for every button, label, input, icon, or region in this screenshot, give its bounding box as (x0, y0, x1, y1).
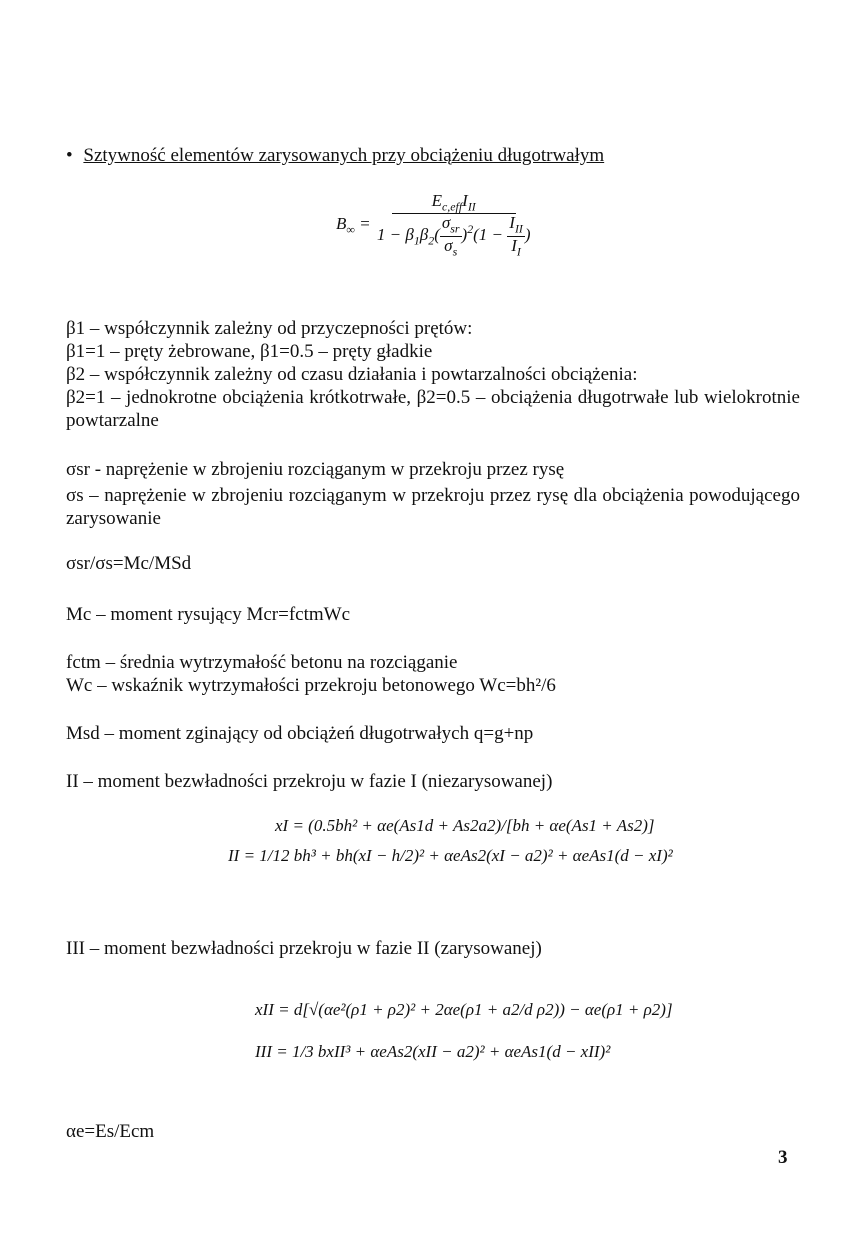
fctm-description: fctm – średnia wytrzymałość betonu na rozciąganie (66, 652, 458, 673)
wc-description: Wc – wskaźnik wytrzymałości przekroju betonowego Wc=bh²/6 (66, 675, 556, 696)
equation-x2: xII = d[√(αe²(ρ1 + ρ2)² + 2αe(ρ1 + a2/d ρ2)) − αe(ρ1 + ρ2)] (255, 1000, 673, 1019)
beta1-description: β1 – współczynnik zależny od przyczepności prętów: (66, 318, 473, 339)
stress-ratio: σsr/σs=Mc/MSd (66, 553, 192, 574)
ii-description: II – moment bezwładności przekroju w fazie I (niezarysowanej) (66, 771, 553, 792)
formula-b-infinity: $B_\infty$ = $E_{c,eff}I_{II}$ $1 - \beta_1\beta_2$( $\frac{\sigma_{sr}}{\sigma_s}$ )$^2$(1 − $\frac{I_{II}}{I_I}$ ) (336, 191, 531, 259)
sigma-s-description: σs – naprężenie w zbrojeniu rozciąganym w przekroju przez rysę dla obciążenia powodującego zarysowanie (66, 485, 800, 529)
bullet: • (66, 145, 73, 166)
beta1-values: β1=1 – pręty żebrowane, β1=0.5 – pręty gładkie (66, 341, 433, 362)
alpha-e-definition: αe=Es/Ecm (66, 1121, 155, 1142)
section-heading (66, 144, 604, 167)
beta2-description: β2 – współczynnik zależny od czasu działania i powtarzalności obciążenia: (66, 364, 638, 385)
page-number: 3 (778, 1147, 788, 1168)
beta2-values: β2=1 – jednokrotne obciążenia krótkotrwałe, β2=0.5 – obciążenia długotrwałe lub wielokrotnie powtarzalne (66, 387, 800, 431)
equation-x1: xI = (0.5bh² + αe(As1d + As2a2)/[bh + αe(As1 + As2)] (275, 816, 655, 835)
mc-description: Mc – moment rysujący Mcr=fctmWc (66, 604, 351, 625)
heading-text: Sztywność elementów zarysowanych przy obciążeniu długotrwałym (83, 145, 605, 166)
iii-description: III – moment bezwładności przekroju w fazie II (zarysowanej) (66, 938, 542, 959)
sigma-sr-description: σsr - naprężenie w zbrojeniu rozciąganym w przekroju przez rysę (66, 459, 565, 480)
equation-i1: II = 1/12 bh³ + bh(xI − h/2)² + αeAs2(xI − a2)² + αeAs1(d − xI)² (228, 846, 673, 865)
equation-i2: III = 1/3 bxII³ + αeAs2(xII − a2)² + αeAs1(d − xII)² (255, 1042, 611, 1061)
msd-description: Msd – moment zginający od obciążeń długotrwałych q=g+np (66, 723, 534, 744)
